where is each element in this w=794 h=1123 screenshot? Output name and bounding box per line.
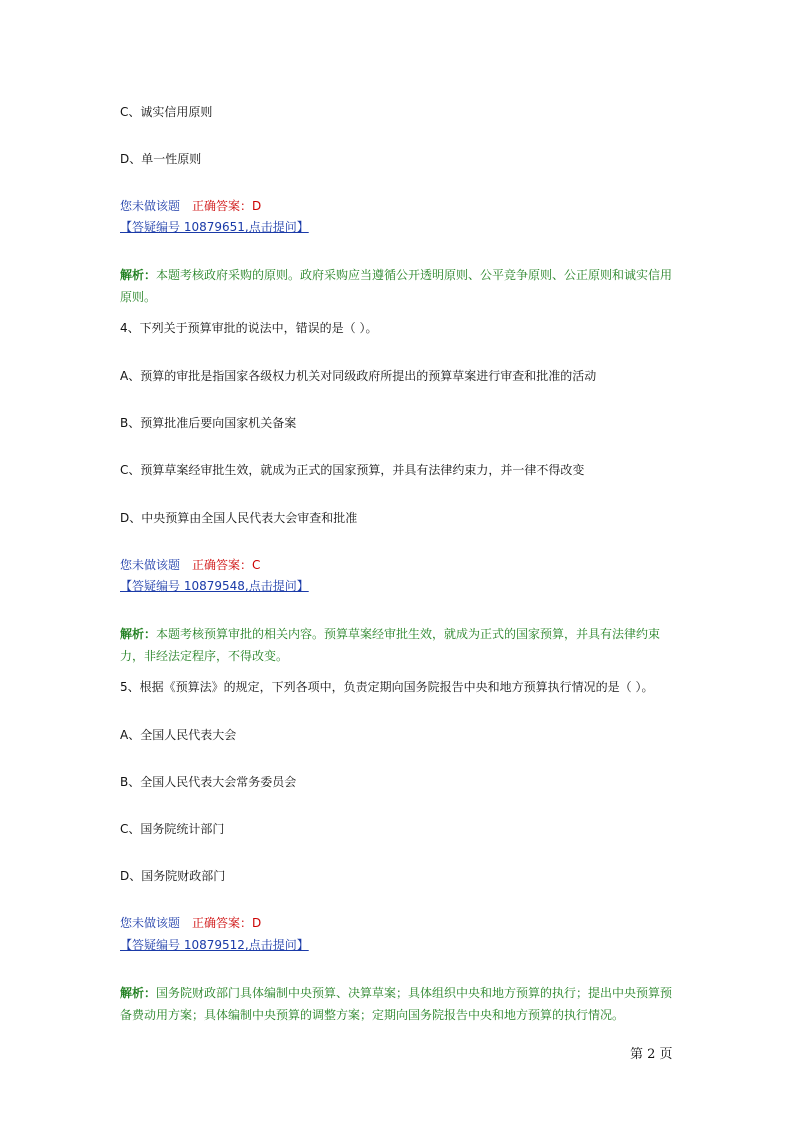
q4-option-a: A、预算的审批是指国家各级权力机关对同级政府所提出的预算草案进行审查和批准的活动 <box>120 369 597 383</box>
q4-ask-link-row <box>120 578 309 594</box>
q3-option-c: C、诚实信用原则 <box>120 105 213 119</box>
q4-not-answered: 您未做该题 <box>120 558 181 572</box>
q5-option-c: C、国务院统计部门 <box>120 822 225 836</box>
q3-analysis-label: 解析： <box>120 268 157 282</box>
q4-option-c: C、预算草案经审批生效，就成为正式的国家预算，并具有法律约束力，并一律不得改变 <box>120 463 585 477</box>
q5-analysis <box>120 982 680 1026</box>
q3-not-answered: 您未做该题 <box>120 199 181 213</box>
q5-question: 5、根据《预算法》的规定，下列各项中，负责定期向国务院报告中央和地方预算执行情况的是（ ）。 <box>120 680 654 694</box>
q5-status-line <box>120 915 261 931</box>
q4-analysis <box>120 623 680 667</box>
q3-ask-link[interactable]: 【答疑编号 10879651,点击提问】 <box>120 220 309 234</box>
q5-ask-link-row <box>120 937 309 953</box>
q3-correct-answer: 正确答案：D <box>192 199 262 213</box>
q3-analysis-text: 本题考核政府采购的原则。政府采购应当遵循公开透明原则、公平竞争原则、公正原则和诚实信用原则。 <box>120 268 673 304</box>
q3-ask-link-row <box>120 219 309 235</box>
q4-question: 4、下列关于预算审批的说法中，错误的是（ ）。 <box>120 321 378 335</box>
q5-analysis-label: 解析： <box>120 986 157 1000</box>
q4-ask-link[interactable]: 【答疑编号 10879548,点击提问】 <box>120 579 309 593</box>
q3-analysis <box>120 264 680 308</box>
q4-option-d: D、中央预算由全国人民代表大会审查和批准 <box>120 511 358 525</box>
q5-analysis-text: 国务院财政部门具体编制中央预算、决算草案；具体组织中央和地方预算的执行；提出中央预算预备费动用方案；具体编制中央预算的调整方案；定期向国务院报告中央和地方预算的执行情况。 <box>120 986 673 1022</box>
q4-correct-answer: 正确答案：C <box>192 558 261 572</box>
q5-option-d: D、国务院财政部门 <box>120 869 226 883</box>
page-number: 第 2 页 <box>630 1047 673 1062</box>
q4-status-line <box>120 557 260 573</box>
q3-status-line <box>120 198 261 214</box>
q5-correct-answer: 正确答案：D <box>192 916 262 930</box>
q3-option-d: D、单一性原则 <box>120 152 202 166</box>
q5-ask-link[interactable]: 【答疑编号 10879512,点击提问】 <box>120 938 309 952</box>
q4-analysis-label: 解析： <box>120 627 157 641</box>
q5-option-b: B、全国人民代表大会常务委员会 <box>120 775 297 789</box>
q5-option-a: A、全国人民代表大会 <box>120 728 237 742</box>
q4-analysis-text: 本题考核预算审批的相关内容。预算草案经审批生效，就成为正式的国家预算，并具有法律约束力，非经法定程序，不得改变。 <box>120 627 661 663</box>
q5-not-answered: 您未做该题 <box>120 916 181 930</box>
q4-option-b: B、预算批准后要向国家机关备案 <box>120 416 297 430</box>
